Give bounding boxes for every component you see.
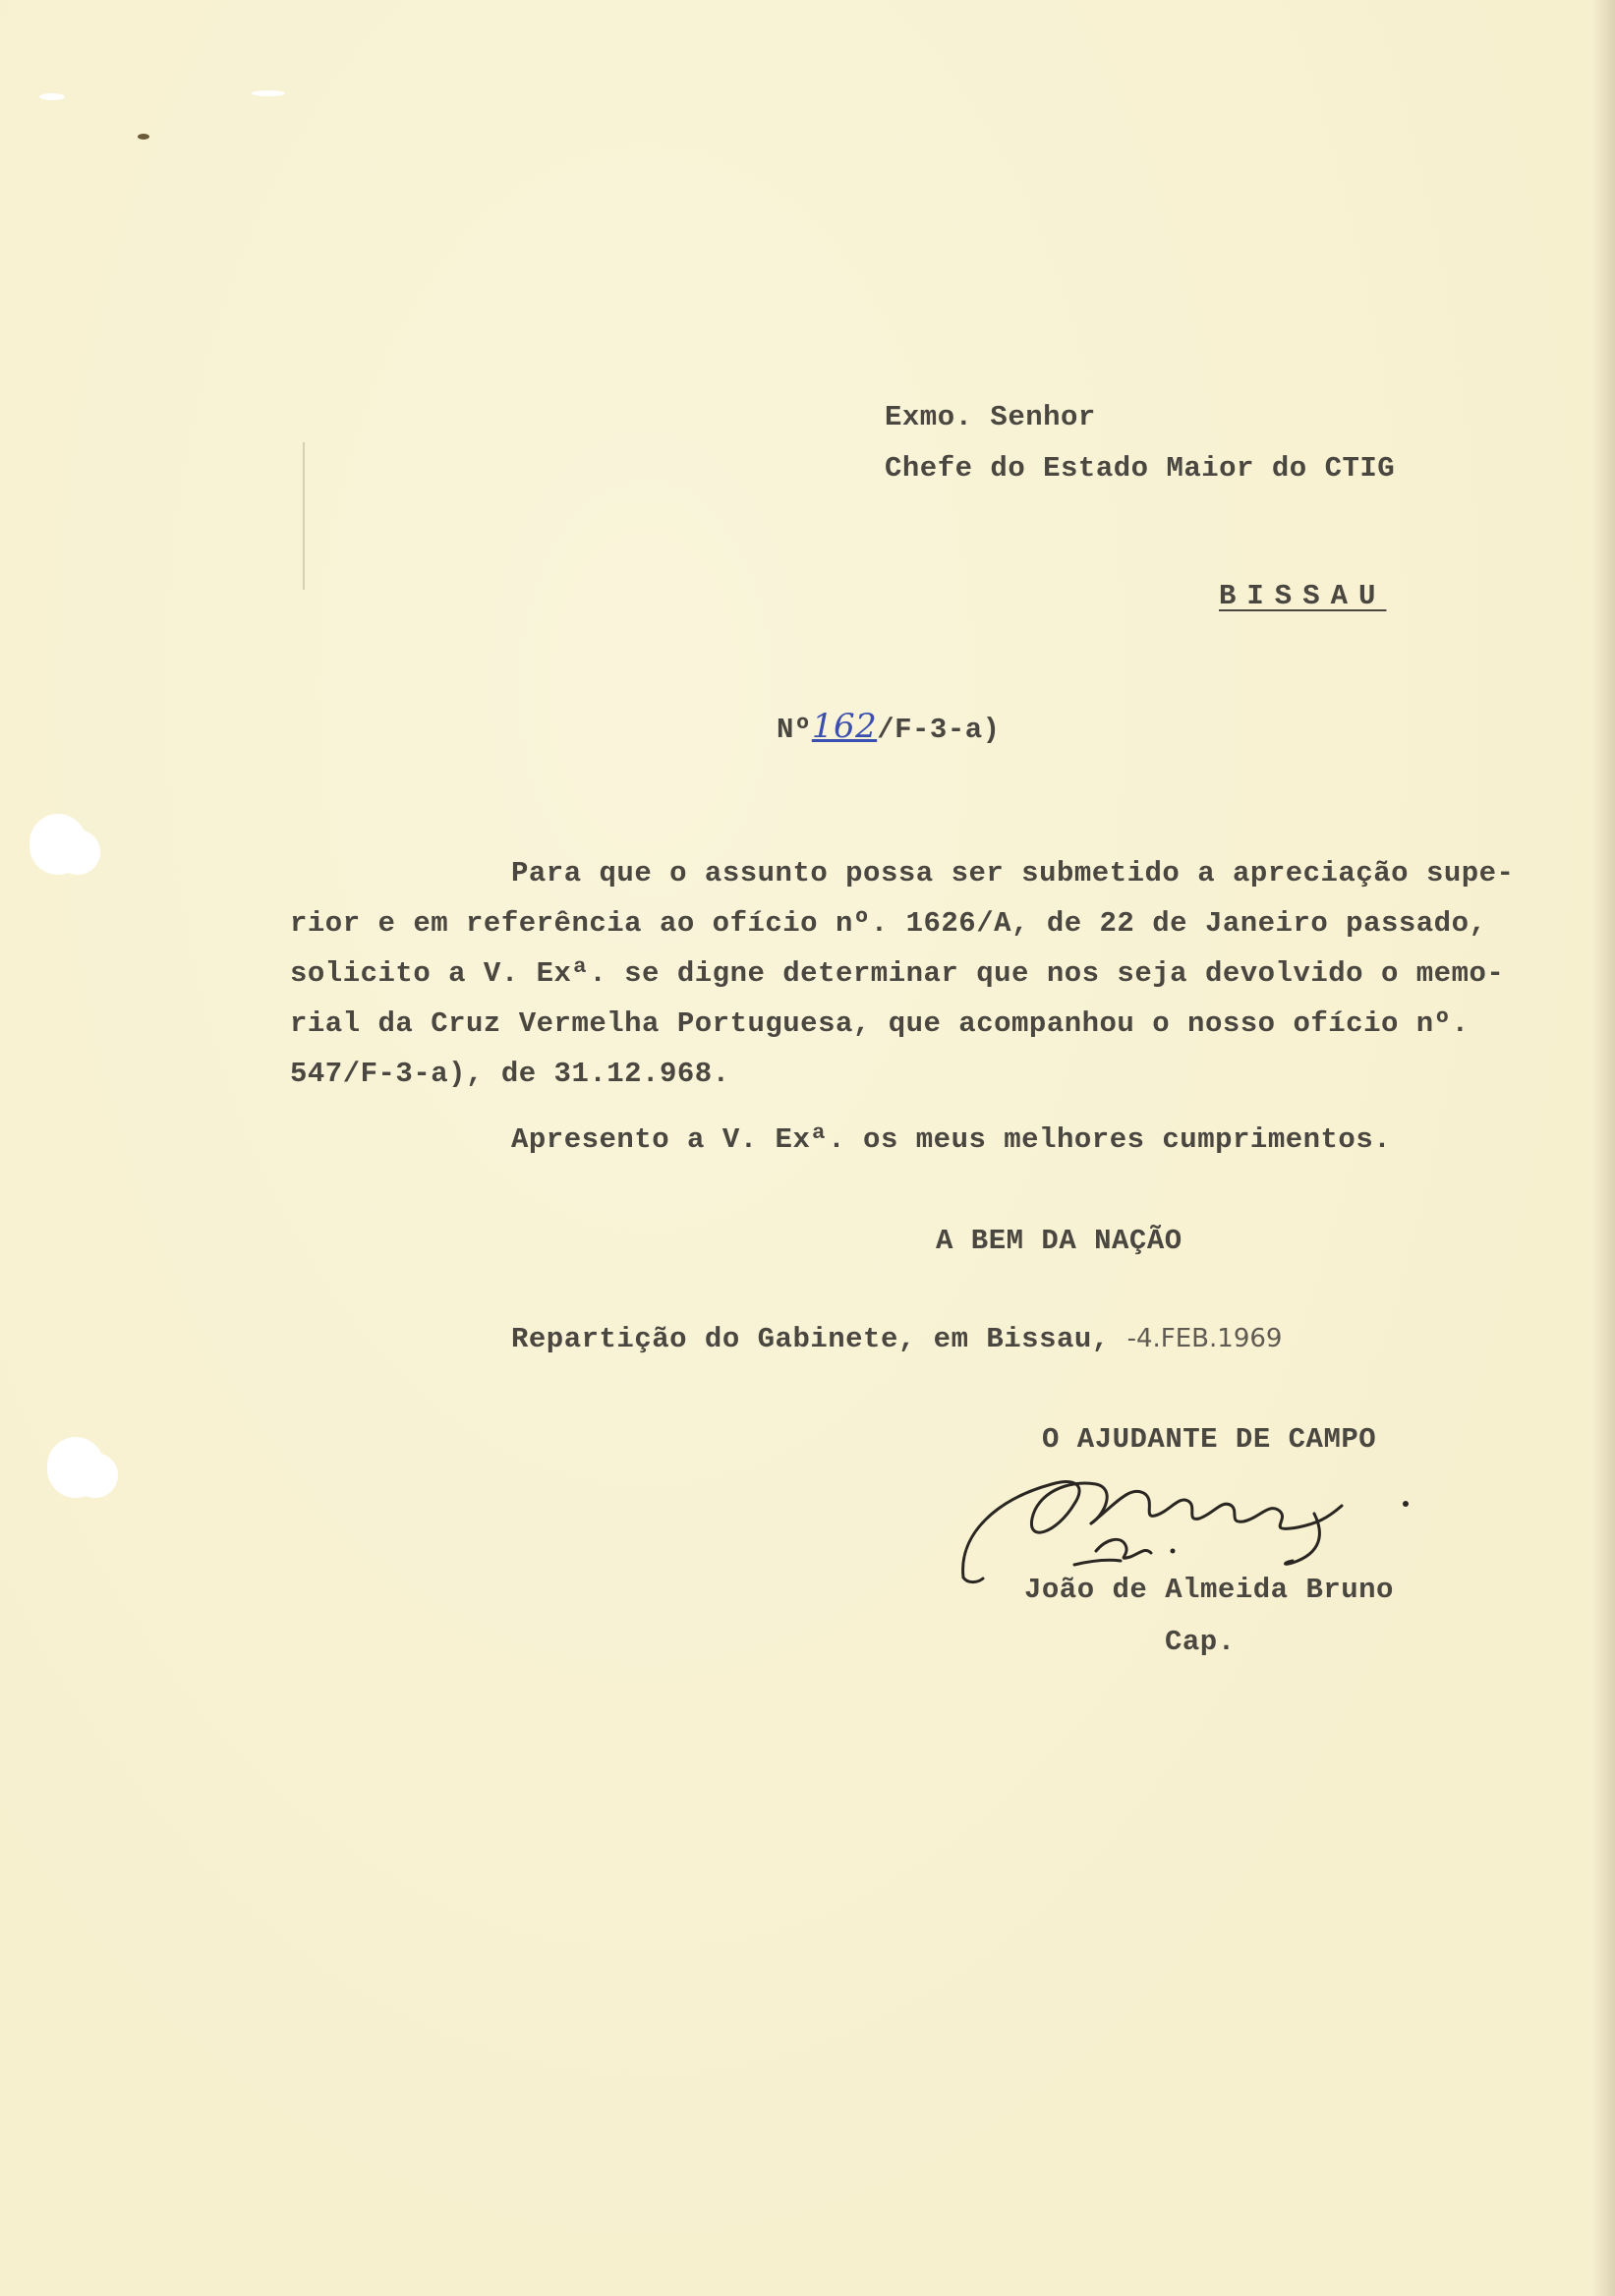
paper-tear [252, 90, 285, 96]
body-line: Para que o assunto possa ser submetido a apreciação supe- [511, 857, 1515, 890]
addressee-city: BISSAU [1219, 580, 1387, 612]
body-line: rior e em referência ao ofício nº. 1626/A, de 22 de Janeiro passado, [290, 907, 1487, 940]
body-line: solicito a V. Exª. se digne determinar que nos seja devolvido o memo- [290, 957, 1505, 990]
addressee-salutation: Exmo. Senhor [885, 401, 1096, 433]
date-stamp: -4.FEB.1969 [1126, 1324, 1283, 1353]
signatory-name: João de Almeida Bruno [1024, 1574, 1394, 1606]
place-text: Repartição do Gabinete, em Bissau, [511, 1323, 1110, 1355]
reference-handwritten-number: 162 [811, 707, 878, 746]
letter-body [290, 857, 1528, 1108]
reference-suffix: /F-3-a) [877, 714, 1001, 746]
paper-crease [303, 442, 305, 590]
body-line: rial da Cruz Vermelha Portuguesa, que acompanhou o nosso ofício nº. [290, 1007, 1470, 1040]
punch-hole-top [29, 814, 87, 875]
paper-speck [138, 134, 149, 140]
signatory-role: O AJUDANTE DE CAMPO [1042, 1423, 1377, 1456]
closing-greeting: Apresento a V. Exª. os meus melhores cumprimentos. [511, 1123, 1392, 1156]
paper-edge-shadow [1591, 0, 1615, 2296]
closing-motto: A BEM DA NAÇÃO [936, 1225, 1182, 1257]
body-line: 547/F-3-a), de 31.12.968. [290, 1058, 730, 1090]
reference-prefix: Nº [777, 714, 812, 746]
paper-tear [39, 93, 65, 100]
signatory-rank: Cap. [1165, 1626, 1236, 1658]
place-date-line [511, 1325, 1282, 1353]
reference-number [777, 707, 1001, 746]
punch-hole-bottom [47, 1437, 104, 1498]
addressee-title: Chefe do Estado Maior do CTIG [885, 452, 1396, 485]
